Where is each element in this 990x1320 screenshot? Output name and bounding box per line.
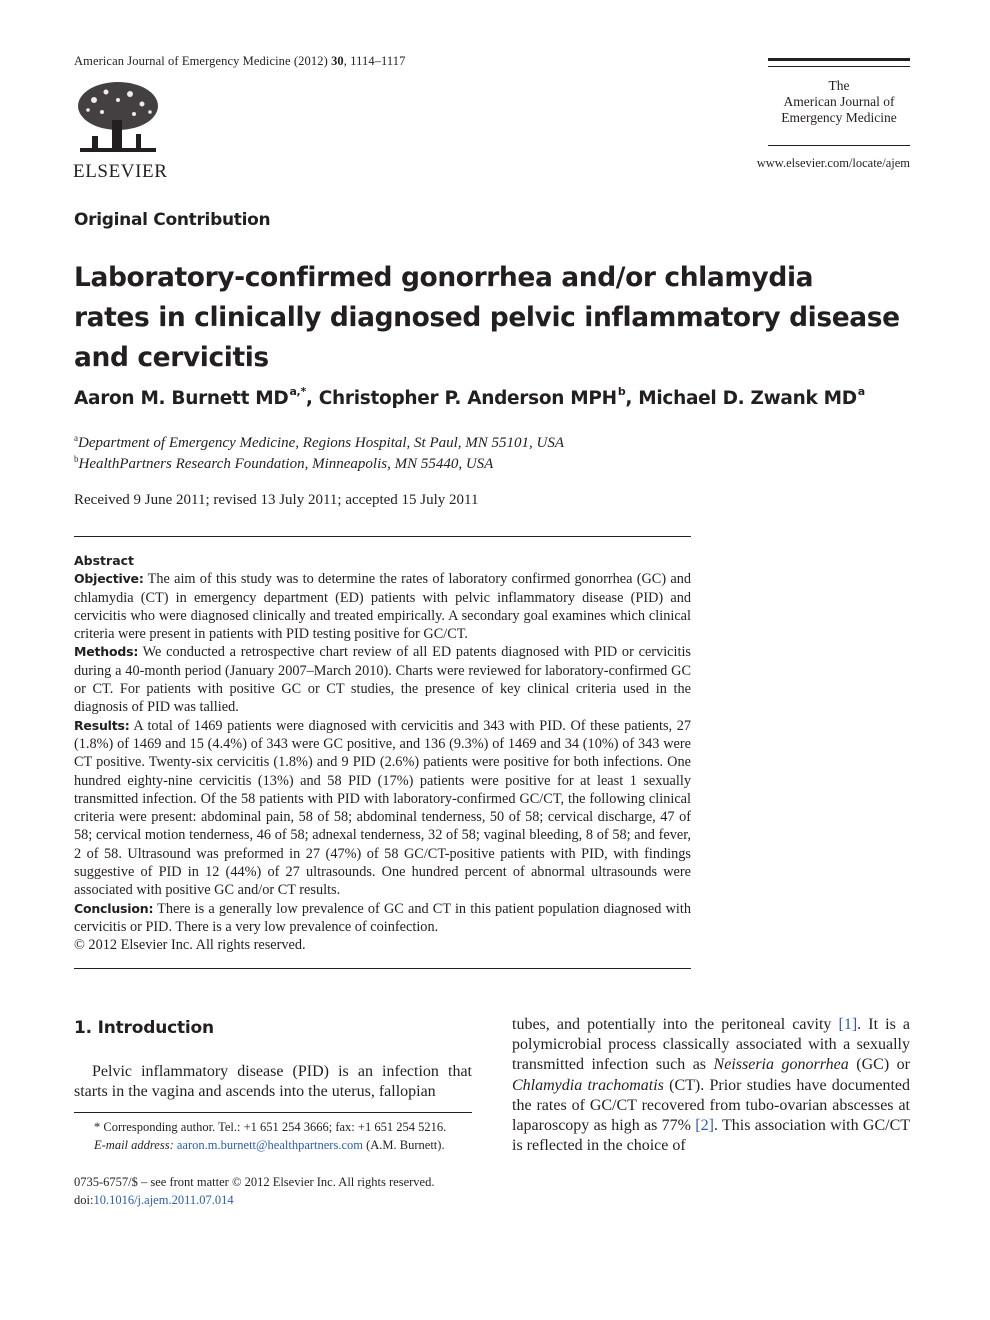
author-name[interactable]: Michael D. Zwank MD (638, 388, 857, 409)
doi-line (74, 1191, 434, 1209)
body-text: tubes, and potentially into the peritoneal cavity (512, 1016, 839, 1033)
publisher-name: ELSEVIER (73, 161, 168, 182)
elsevier-tree-logo (72, 80, 164, 158)
body-text: (GC) or (848, 1056, 910, 1074)
author-separator: , (625, 388, 639, 409)
doi-link[interactable]: 10.1016/j.ajem.2011.07.014 (93, 1193, 234, 1207)
abstract-text: There is a generally low prevalence of GC and CT in this patient population diagnosed with cervicitis or PID. There is a very low prevalence of coinfection. (74, 900, 691, 935)
journal-url[interactable]: www.elsevier.com/locate/ajem (756, 156, 910, 170)
affiliation (74, 433, 564, 452)
title-line: and cervicitis (74, 342, 269, 373)
affiliation-text: HealthPartners Research Foundation, Minneapolis, MN 55440, USA (78, 456, 494, 472)
affiliation-text: Department of Emergency Medicine, Regions Hospital, St Paul, MN 55101, USA (78, 435, 565, 451)
email-label: E-mail address: (94, 1138, 177, 1152)
corresponding-author-footnote (74, 1118, 472, 1154)
corresponding-author: * Corresponding author. Tel.: +1 651 254 3666; fax: +1 651 254 5216. (94, 1120, 447, 1134)
abstract-text: We conducted a retrospective chart review of all ED patents diagnosed with PID or cervicitis during a 40-month period (January 2007–March 2010). Charts were reviewed for laboratory-confirmed GC or CT. For patients with positive GC or CT studies, the presence of key clinical criteria used in the diagnosis of PID was tallied. (74, 644, 691, 716)
abstract (74, 552, 691, 955)
abstract-conclusion (74, 900, 691, 937)
front-matter (74, 1173, 434, 1209)
journal-logo-line: American Journal of (783, 94, 895, 109)
journal-logo-line: Emergency Medicine (781, 110, 897, 125)
journal-logo-line: The (828, 78, 850, 93)
affiliation-marker: b (74, 454, 79, 464)
volume-number: 30 (331, 54, 344, 68)
article-section-label: Original Contribution (74, 210, 271, 230)
abstract-methods (74, 643, 691, 716)
affiliation-marker: a (74, 433, 78, 443)
doi-label: doi: (74, 1193, 94, 1207)
journal-logo-rule (768, 66, 910, 67)
journal-reference (74, 54, 406, 69)
abstract-objective (74, 570, 691, 643)
author-affiliation-marker: a,* (289, 385, 306, 398)
abstract-text: A total of 1469 patients were diagnosed with cervicitis and 343 with PID. Of these patients, 27 (1.8%) of 1469 and 15 (4.4%) of 343 were GC positive, and 136 (9.3%) of 1469 and 34 (10%) of 343 were CT positive. Twenty-six cervicitis (1.8%) and 9 PID (2.6%) patients were positive for both infections. One hundred eighty-nine cervicitis (13%) and 58 PID (17%) patients were positive for at least 1 sexually transmitted infection. Of the 58 patients with PID with laboratory-confirmed GC/CT, the following clinical criteria were present: abdominal pain, 58 of 58; abdominal tenderness, 50 of 58; cervical discharge, 47 of 58; cervical motion tenderness, 46 of 58; adnexal tenderness, 32 of 58; vaginal bleeding, 8 of 58; and fever, 2 of 58. Ultrasound was preformed in 27 (47%) of 58 GC/CT-positive patients with PID, with findings suggestive of PID in 12 (44%) of 27 ultrasounds. One hundred percent of abnormal ultrasounds were associated with positive GC and/or CT results. (74, 717, 691, 899)
section-heading-introduction: 1. Introduction (74, 1018, 214, 1038)
body-text-column-1: Pelvic inflammatory disease (PID) is an infection that starts in the vagina and ascends into the uterus, fallopian (74, 1063, 472, 1101)
page-range: , 1114–1117 (343, 54, 406, 68)
journal-logo (768, 78, 910, 126)
author-name[interactable]: Aaron M. Burnett MD (74, 388, 289, 409)
title-line: Laboratory-confirmed gonorrhea and/or chlamydia (74, 262, 814, 293)
email-line (74, 1136, 472, 1154)
body-text: (CT). Prior studies have documented the rates of GC/CT recovered from tubo-ovarian abscesses at laparoscopy as high as 77% (512, 1076, 910, 1135)
species-name: Neisseria gonorrhea (713, 1056, 849, 1074)
author-affiliation-marker: b (617, 385, 626, 398)
footnote-rule (74, 1112, 472, 1113)
issn-line: 0735-6757/$ – see front matter © 2012 Elsevier Inc. All rights reserved. (74, 1175, 435, 1189)
abstract-bottom-rule (74, 968, 691, 969)
abstract-label: Conclusion: (74, 900, 154, 916)
author-list (74, 385, 865, 409)
abstract-label: Methods: (74, 644, 139, 660)
email-owner: (A.M. Burnett). (362, 1138, 445, 1152)
journal-logo-rule (768, 58, 910, 61)
abstract-label: Results: (74, 717, 130, 733)
body-text: . This association with GC/CT is reflected in the choice of (512, 1117, 911, 1155)
email-link[interactable]: aaron.m.burnett@healthpartners.com (176, 1138, 363, 1152)
body-text: . It is a polymicrobial process classically associated with a sexually transmitted infection such as (512, 1016, 910, 1074)
author-separator: , (305, 388, 319, 409)
abstract-text: The aim of this study was to determine the rates of laboratory confirmed gonorrhea (GC) and chlamydia (CT) in emergency department (ED) patients with pelvic inflammatory disease (PID) and cervicitis who were diagnosed clinically and treated empirically. A secondary goal examines which clinical criteria were present in patients with PID testing positive for GC/CT. (74, 571, 691, 643)
journal-name: American Journal of Emergency Medicine (2012) (74, 54, 332, 68)
abstract-results (74, 717, 691, 900)
author-affiliation-marker: a (857, 385, 865, 398)
citation-link[interactable]: [1] (838, 1016, 858, 1033)
abstract-copyright: © 2012 Elsevier Inc. All rights reserved. (74, 937, 306, 954)
title-line: rates in clinically diagnosed pelvic inflammatory disease (74, 302, 900, 333)
affiliation (74, 454, 493, 473)
journal-logo-rule (768, 145, 910, 146)
abstract-heading: Abstract (74, 553, 135, 568)
received-dates: Received 9 June 2011; revised 13 July 2011; accepted 15 July 2011 (74, 492, 479, 508)
article-title (74, 258, 914, 378)
abstract-label: Objective: (74, 571, 144, 587)
body-text-column-2 (512, 1015, 910, 1156)
author-name[interactable]: Christopher P. Anderson MPH (318, 388, 617, 409)
citation-link[interactable]: [2] (695, 1117, 714, 1135)
abstract-top-rule (74, 536, 691, 537)
species-name: Chlamydia trachomatis (512, 1076, 664, 1094)
